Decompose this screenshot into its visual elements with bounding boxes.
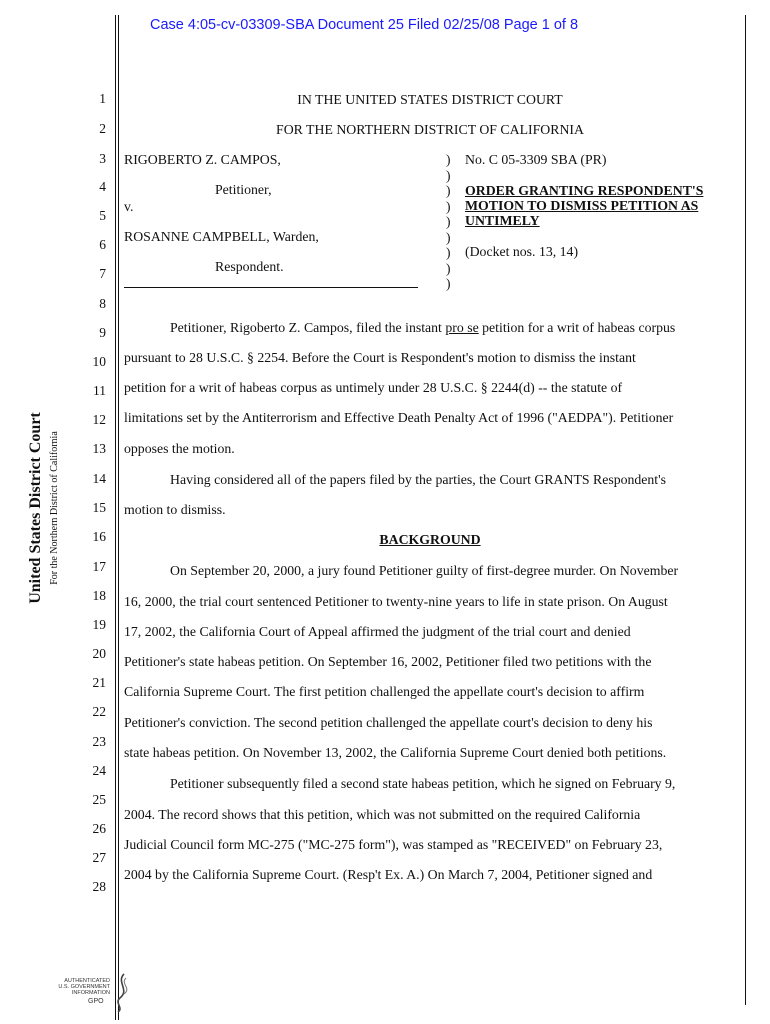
line-number: 6 <box>99 237 106 252</box>
order-title-line-1: ORDER GRANTING RESPONDENT'S <box>465 183 704 198</box>
case-header: Case 4:05-cv-03309-SBA Document 25 Filed 02/25/08 Page 1 of 8 <box>150 17 579 33</box>
body-line: 2004 by the California Supreme Court. (Resp't Ex. A.) On March 7, 2004, Petitioner signed and <box>124 867 653 882</box>
case-number: No. C 05-3309 SBA (PR) <box>465 152 607 167</box>
stamp-line: AUTHENTICATED <box>64 978 110 984</box>
line-number: 12 <box>92 412 106 427</box>
line-number: 7 <box>99 266 106 281</box>
sidebar-court-name: United States District Court <box>27 412 44 604</box>
section-heading-background: BACKGROUND <box>379 532 481 547</box>
sidebar-district: For the Northern District of California <box>49 431 60 585</box>
line-number: 17 <box>92 559 106 574</box>
petitioner-name: RIGOBERTO Z. CAMPOS, <box>124 152 281 167</box>
line-number: 22 <box>92 704 106 719</box>
line-number: 24 <box>92 763 106 778</box>
gpo-authentication-stamp <box>40 970 130 1015</box>
body-line: 17, 2002, the California Court of Appeal affirmed the judgment of the trial court and denied <box>124 624 631 639</box>
line-number: 14 <box>92 471 106 486</box>
line-number: 19 <box>92 617 106 632</box>
line-number: 13 <box>92 441 106 456</box>
body-line: Judicial Council form MC-275 ("MC-275 form"), was stamped as "RECEIVED" on February 23, <box>124 837 663 852</box>
body-line: motion to dismiss. <box>124 502 226 517</box>
caption-underline <box>124 287 418 288</box>
line-number: 10 <box>92 354 106 369</box>
order-title-line-3: UNTIMELY <box>465 213 540 228</box>
line-number: 3 <box>99 151 106 166</box>
body-line: petition for a writ of habeas corpus as untimely under 28 U.S.C. § 2244(d) -- the statute of <box>124 380 623 395</box>
line-number: 2 <box>99 121 106 136</box>
line-number: 18 <box>92 588 106 603</box>
court-title-line-1: IN THE UNITED STATES DISTRICT COURT <box>297 92 563 107</box>
body-line: Having considered all of the papers filed by the parties, the Court GRANTS Respondent's <box>170 472 667 487</box>
line-number: 5 <box>99 208 106 223</box>
body-line: 16, 2000, the trial court sentenced Petitioner to twenty-nine years to life in state prison. On August <box>124 594 668 609</box>
right-margin-rule <box>745 15 746 1005</box>
stamp-line: U.S. GOVERNMENT <box>58 984 110 991</box>
line-number: 23 <box>92 734 106 749</box>
body-line: Petitioner's conviction. The second petition challenged the appellate court's decision to deny his <box>124 715 653 730</box>
versus: v. <box>124 199 134 214</box>
body-line: California Supreme Court. The first petition challenged the appellate court's decision to affirm <box>124 684 645 699</box>
line-number: 25 <box>92 792 106 807</box>
body-line: pursuant to 28 U.S.C. § 2254. Before the Court is Respondent's motion to dismiss the instant <box>124 350 636 365</box>
line-number: 11 <box>93 383 106 398</box>
line-number: 21 <box>92 675 106 690</box>
respondent-role: Respondent. <box>215 259 284 274</box>
line-number: 4 <box>99 179 106 194</box>
pro-se-term: pro se <box>445 320 479 335</box>
body-text: Petitioner, Rigoberto Z. Campos, filed the instant <box>170 320 446 335</box>
body-line: On September 20, 2000, a jury found Petitioner guilty of first-degree murder. On November <box>170 563 679 578</box>
line-number: 28 <box>92 879 106 894</box>
line-number: 1 <box>99 91 106 106</box>
line-number: 27 <box>92 850 106 865</box>
line-number: 20 <box>92 646 106 661</box>
court-sidebar <box>27 398 60 618</box>
respondent-name: ROSANNE CAMPBELL, Warden, <box>124 229 319 244</box>
body-line: limitations set by the Antiterrorism and Effective Death Penalty Act of 1996 ("AEDPA"). Petitioner <box>124 410 674 425</box>
line-number: 8 <box>99 296 106 311</box>
line-number: 26 <box>92 821 106 836</box>
stamp-line: INFORMATION <box>71 990 110 997</box>
body-line: state habeas petition. On November 13, 2002, the California Supreme Court denied both petitions. <box>124 745 667 760</box>
body-line <box>170 320 675 336</box>
stamp-gpo: GPO <box>88 998 104 1005</box>
order-title-line-2: MOTION TO DISMISS PETITION AS <box>465 198 699 213</box>
line-number: 15 <box>92 500 106 515</box>
petitioner-role: Petitioner, <box>215 182 272 197</box>
eagle-seal-icon <box>110 972 134 1014</box>
line-number: 16 <box>92 529 106 544</box>
body-line: 2004. The record shows that this petition, which was not submitted on the required California <box>124 807 641 822</box>
court-title-line-2: FOR THE NORTHERN DISTRICT OF CALIFORNIA <box>276 122 584 137</box>
body-line: Petitioner subsequently filed a second state habeas petition, which he signed on February 9, <box>170 776 676 791</box>
body-text: petition for a writ of habeas corpus <box>478 320 676 335</box>
line-number: 9 <box>99 325 106 340</box>
body-line: opposes the motion. <box>124 441 235 456</box>
left-margin-rule-2 <box>118 15 119 1020</box>
left-margin-rule-1 <box>115 15 116 1020</box>
docket-numbers: (Docket nos. 13, 14) <box>465 244 579 259</box>
body-line: Petitioner's state habeas petition. On September 16, 2002, Petitioner filed two petitions with the <box>124 654 652 669</box>
caption-parentheses: ) ) ) ) ) ) ) ) ) <box>446 152 451 291</box>
